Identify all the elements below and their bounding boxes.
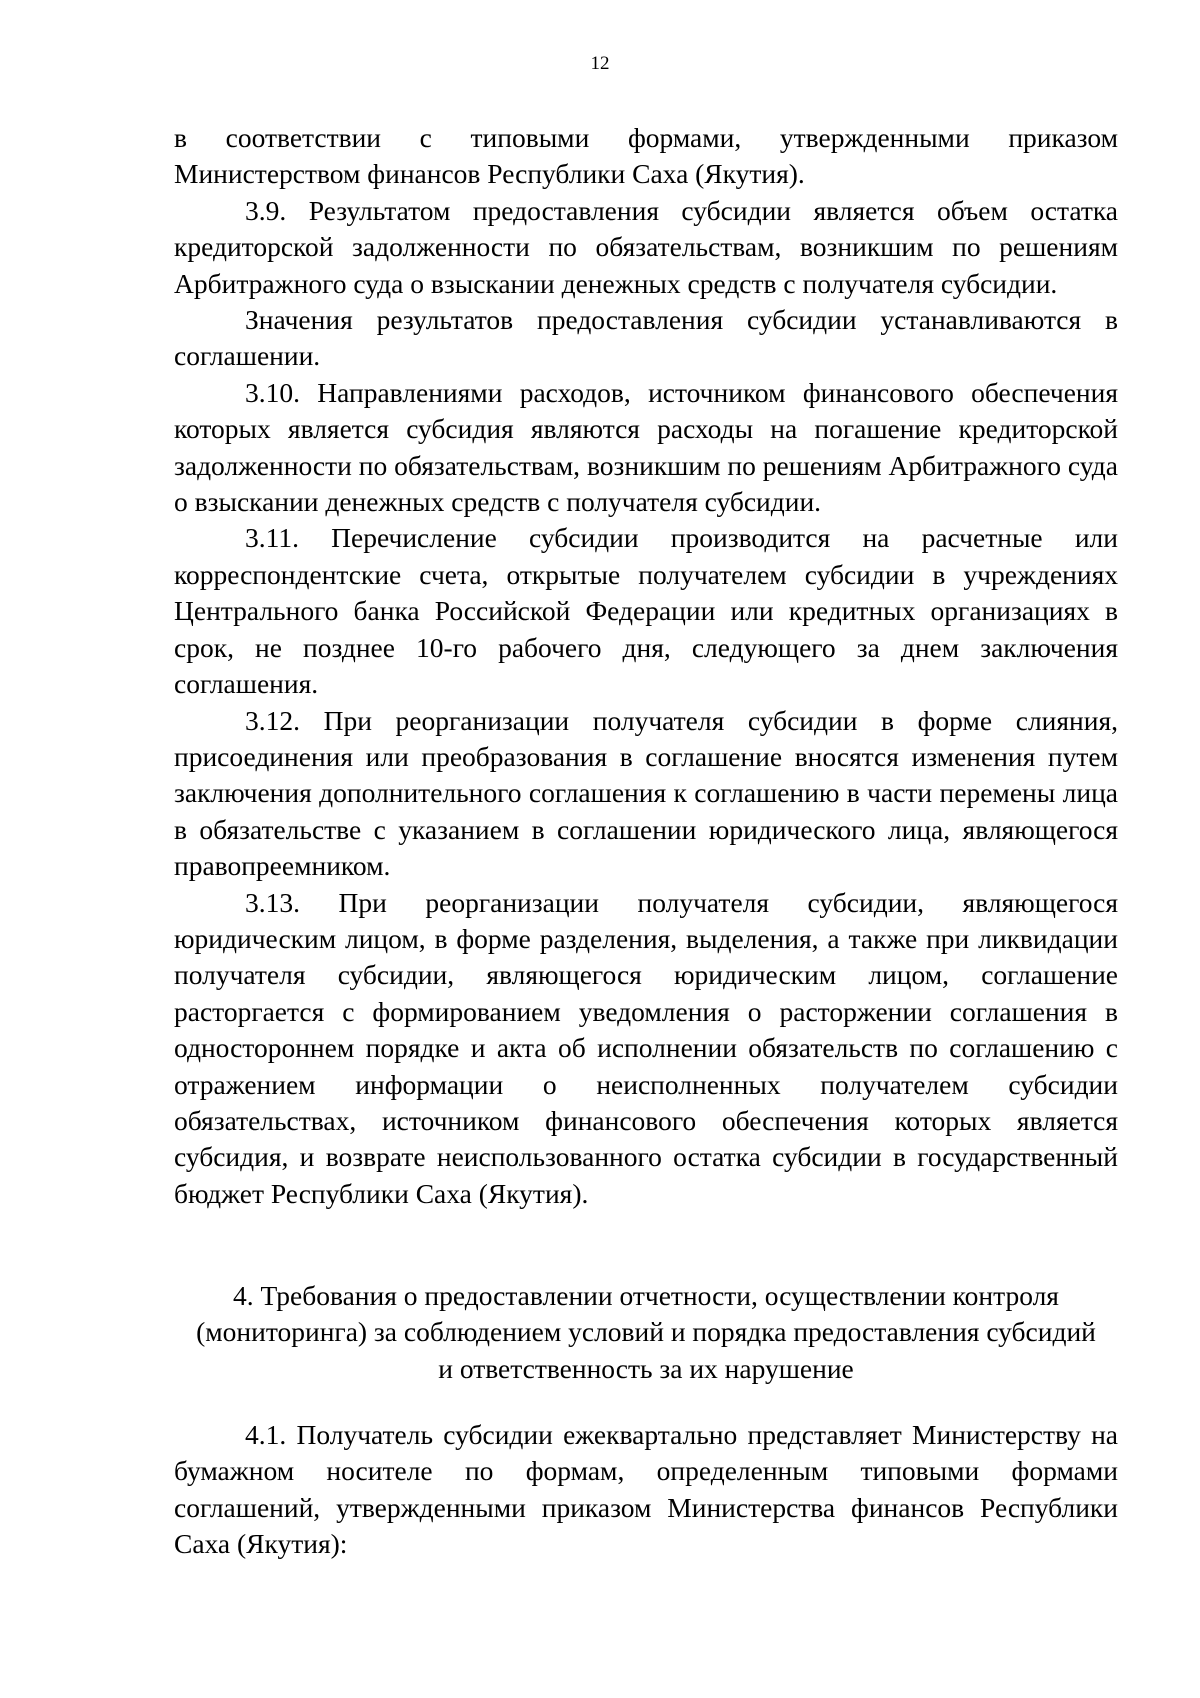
page-number: 12 xyxy=(590,53,610,74)
section-heading-line-1: 4. Требования о предоставлении отчетности, осуществлении контроля xyxy=(233,1280,1059,1311)
section-heading-line-2: (мониторинга) за соблюдением условий и порядка предоставления субсидий xyxy=(196,1316,1096,1348)
paragraph-3-9: 3.9. Результатом предоставления субсидии является объем остатка кредиторской задолженности по обязательствам, возникшим по решениям Арбитражного суда о взыскании денежных средств с получателя субсидии. xyxy=(174,194,1118,299)
paragraph-3-13: 3.13. При реорганизации получателя субсидии, являющегося юридическим лицом, в форме разделения, выделения, а также при ликвидации получателя субсидии, являющегося юридическим лицом, соглашение расторгается с формированием уведомления о расторжении соглашения в одностороннем порядке и акта об исполнении обязательств по соглашению с отражением информации о неисполненных получателем субсидии обязательствах, источником финансового обеспечения которых является субсидия, и возврате неиспользованного остатка субсидии в государственный бюджет Республики Саха (Якутия). xyxy=(174,886,1118,1209)
section-heading-line-3: и ответственность за их нарушение xyxy=(438,1352,854,1384)
paragraph-4-1: 4.1. Получатель субсидии ежеквартально представляет Министерству на бумажном носителе по формам, определенным типовыми формами соглашений, утвержденными приказом Министерства финансов Республики Саха (Якутия): xyxy=(174,1419,1118,1560)
paragraph-3-10: 3.10. Направлениями расходов, источником финансового обеспечения которых является субсидия являются расходы на погашение кредиторской задолженности по обязательствам, возникшим по решениям Арбитражного суда о взыскании денежных средств с получателя субсидии. xyxy=(174,376,1118,518)
paragraph-3-11: 3.11. Перечисление субсидии производится на расчетные или корреспондентские счета, открытые получателем субсидии в учреждениях Центрального банка Российской Федерации или кредитных организациях в срок, не позднее 10-го рабочего дня, следующего за днем заключения соглашения. xyxy=(174,522,1118,700)
section-4-heading xyxy=(174,1278,1118,1387)
paragraph-results-values: Значения результатов предоставления субсидии устанавливаются в соглашении. xyxy=(174,304,1118,372)
paragraph-3-12: 3.12. При реорганизации получателя субсидии в форме слияния, присоединения или преобразования в соглашение вносятся изменения путем заключения дополнительного соглашения к соглашению в части перемены лица в обязательстве с указанием в соглашении юридического лица, являющегося правопреемником. xyxy=(174,704,1118,882)
body-text xyxy=(174,120,1118,1212)
section-4-body xyxy=(174,1417,1118,1563)
paragraph-continuation: в соответствии с типовыми формами, утвержденными приказом Министерством финансов Республики Саха (Якутия). xyxy=(174,122,1118,190)
